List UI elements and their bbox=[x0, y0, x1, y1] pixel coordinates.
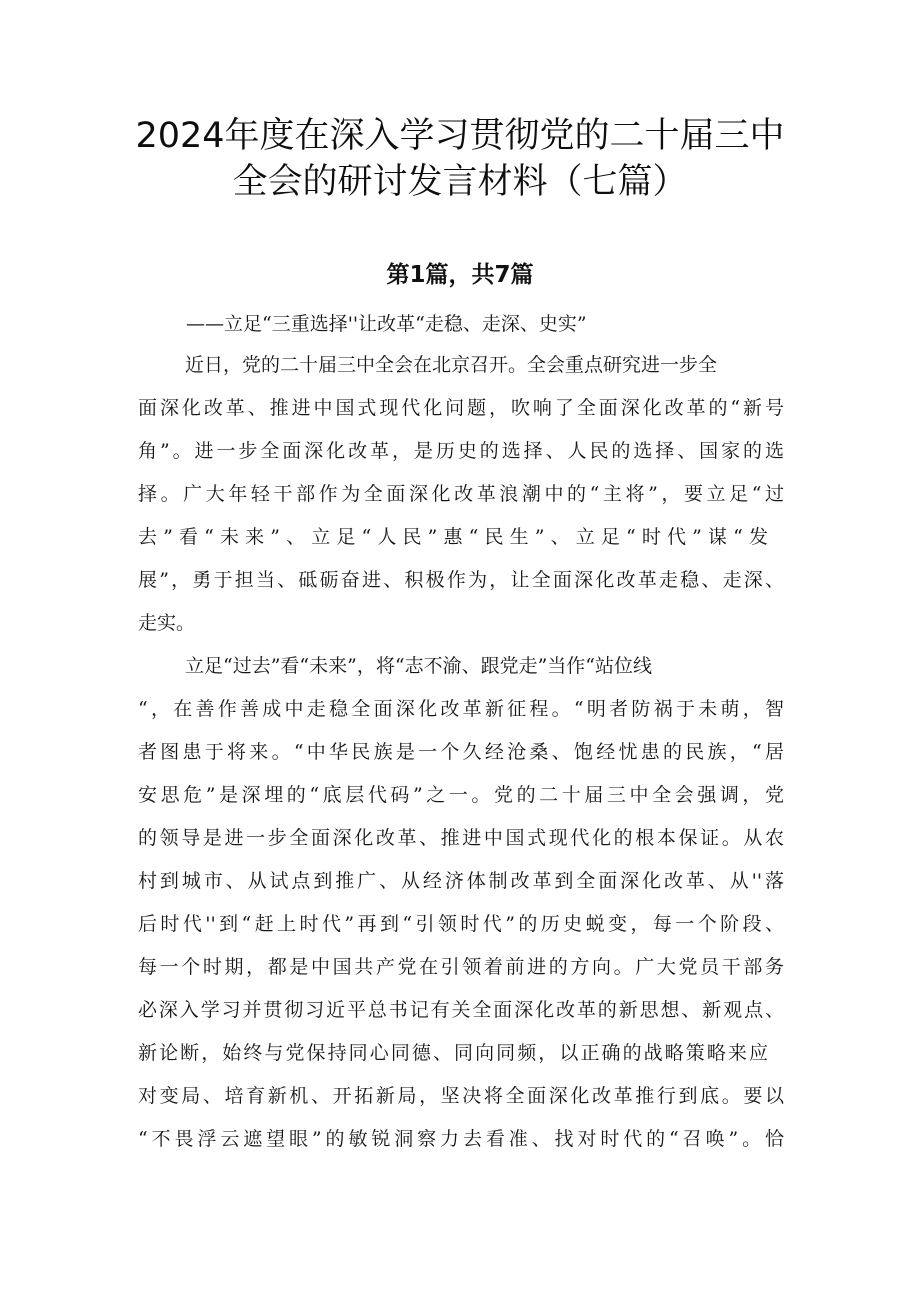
paragraph-2-line: 立足“过去”看“未来”，将“志不渝、跟党走”当作“站位线 bbox=[185, 655, 652, 677]
tagline: ——立足“三重选择''让改革“走稳、走深、史实” bbox=[186, 313, 587, 335]
paragraph-1-line: 近日，党的二十届三中全会在北京召开。全会重点研究进一步全 bbox=[185, 354, 718, 376]
paragraph-1-line: 去”看“未来”、立足“人民”惠“民生”、立足“时代”谋“发 bbox=[138, 526, 768, 548]
document-title-line-2: 全会的研讨发言材料（七篇） bbox=[232, 162, 688, 202]
document-title-line-1: 2024年度在深入学习贯彻党的二十届三中 bbox=[135, 116, 785, 156]
paragraph-2-line: 必深入学习并贯彻习近平总书记有关全面深化改革的新思想、新观点、 bbox=[138, 999, 784, 1021]
paragraph-2-line: 后时代''到“赶上时代”再到“引领时代”的历史蜕变，每一个阶段、 bbox=[138, 913, 784, 935]
paragraph-2-line: 安思危”是深埋的“底层代码”之一。党的二十届三中全会强调，党 bbox=[138, 784, 784, 806]
paragraph-1-line: 择。广大年轻干部作为全面深化改革浪潮中的“主将”，要立足“过 bbox=[138, 483, 784, 505]
paragraph-2-line: 的领导是进一步全面深化改革、推进中国式现代化的根本保证。从农 bbox=[138, 827, 784, 849]
paragraph-2-line: 者图患于将来。“中华民族是一个久经沧桑、饱经忧患的民族，“居 bbox=[138, 741, 784, 763]
paragraph-2-line: 村到城市、从试点到推广、从经济体制改革到全面深化改革、从''落 bbox=[138, 870, 784, 892]
paragraph-1-line: 走实。 bbox=[138, 612, 196, 634]
paragraph-2-line: 每一个时期，都是中国共产党在引领着前进的方向。广大党员干部务 bbox=[138, 956, 784, 978]
paragraph-1-line: 角”。进一步全面深化改革，是历史的选择、人民的选择、国家的选 bbox=[138, 440, 784, 462]
section-heading: 第1篇，共7篇 bbox=[386, 262, 534, 288]
paragraph-1-line: 面深化改革、推进中国式现代化问题，吹响了全面深化改革的“新号 bbox=[138, 397, 784, 419]
paragraph-2-line: “，在善作善成中走稳全面深化改革新征程。“明者防祸于未萌，智 bbox=[138, 698, 784, 720]
paragraph-2-line: “不畏浮云遮望眼”的敏锐洞察力去看准、找对时代的“召唤”。恰 bbox=[138, 1128, 784, 1150]
paragraph-1-line: 展”，勇于担当、砥砺奋进、积极作为，让全面深化改革走稳、走深、 bbox=[138, 569, 784, 591]
paragraph-2-line: 对变局、培育新机、开拓新局，坚决将全面深化改革推行到底。要以 bbox=[138, 1085, 784, 1107]
paragraph-2-line: 新论断，始终与党保持同心同德、同向同频，以正确的战略策略来应 bbox=[138, 1042, 768, 1064]
